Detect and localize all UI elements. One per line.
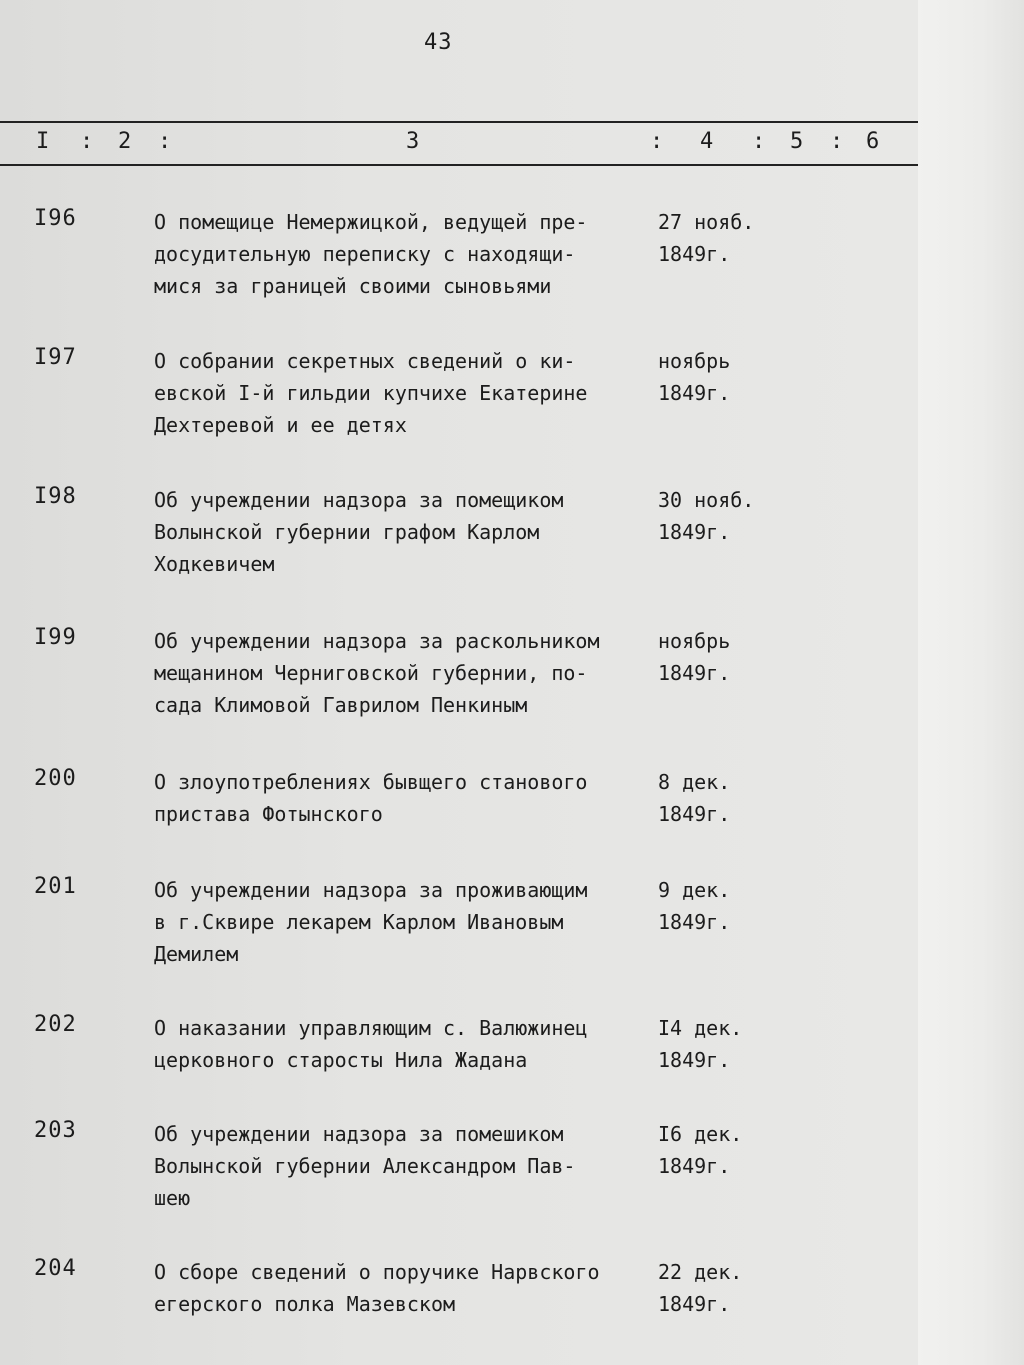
entry-description: О злоупотреблениях бывщего станового пристава Фотынского [154, 770, 588, 826]
entry-description: О помещице Немержицкой, ведущей пре- досудительную переписку с находящи- мися за границей своими сыновьями [154, 210, 588, 298]
entry-number: 201 [34, 874, 77, 899]
entry-date: 30 нояб. 1849г. [658, 488, 755, 544]
column-header-6: 6 [866, 129, 880, 154]
entry-description: Об учреждении надзора за помешиком Волынской губернии Александром Пав- шею [154, 1122, 576, 1210]
entry-description: Об учреждении надзора за проживающим в г.Сквире лекарем Карлом Ивановым Демилем [154, 878, 588, 966]
header-bottom-rule [0, 164, 918, 166]
entry-number: I98 [34, 484, 77, 509]
entry-description: О сборе сведений о поручике Нарвского егерского полка Мазевском [154, 1260, 600, 1316]
entry-number: 202 [34, 1012, 77, 1037]
entry-date: I4 дек. 1849г. [658, 1016, 743, 1072]
page-number: 43 [424, 30, 453, 55]
entry-date: ноябрь 1849г. [658, 349, 731, 405]
column-header-5: 5 [790, 129, 804, 154]
entry-number: I96 [34, 206, 77, 231]
column-header-2: 2 [118, 129, 132, 154]
entry-date: 22 дек. 1849г. [658, 1260, 743, 1316]
header-top-rule [0, 121, 918, 123]
column-separator: : [158, 129, 172, 154]
entry-date: 27 нояб. 1849г. [658, 210, 755, 266]
entry-number: I97 [34, 345, 77, 370]
entry-description: Об учреждении надзора за помещиком Волынской губернии графом Карлом Ходкевичем [154, 488, 564, 576]
column-separator: : [650, 129, 664, 154]
entry-description: О собрании секретных сведений о ки- евской I-й гильдии купчихе Екатерине Дехтеревой и ее детях [154, 349, 588, 437]
entry-number: 203 [34, 1118, 77, 1143]
entry-date: I6 дек. 1849г. [658, 1122, 743, 1178]
entry-number: I99 [34, 625, 77, 650]
entry-date: 8 дек. 1849г. [658, 770, 731, 826]
next-page-edge [918, 0, 1024, 1365]
entry-description: О наказании управляющим с. Валюжинец церковного старосты Нила Жадана [154, 1016, 588, 1072]
column-separator: : [752, 129, 766, 154]
entry-date: 9 дек. 1849г. [658, 878, 731, 934]
column-separator: : [830, 129, 844, 154]
entry-description: Об учреждении надзора за раскольником мещанином Черниговской губернии, по- сада Климовой Гаврилом Пенкиным [154, 629, 600, 717]
entry-number: 200 [34, 766, 77, 791]
column-separator: : [80, 129, 94, 154]
column-header-1: I [36, 129, 50, 154]
column-header-4: 4 [700, 129, 714, 154]
entry-number: 204 [34, 1256, 77, 1281]
column-header-3: 3 [406, 129, 420, 154]
entry-date: ноябрь 1849г. [658, 629, 731, 685]
